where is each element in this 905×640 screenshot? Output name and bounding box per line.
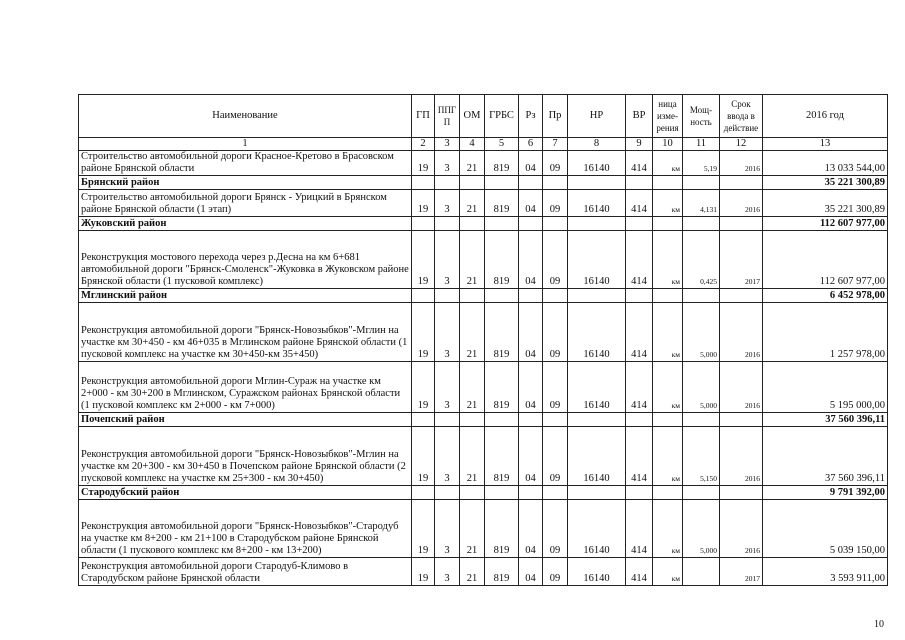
- column-number: 12: [720, 138, 763, 151]
- rz-cell: 04: [519, 500, 543, 558]
- om-cell: 21: [460, 190, 485, 217]
- project-amount: 5 195 000,00: [763, 362, 888, 413]
- project-name: Реконструкция автомобильной дороги Стародуб-Климово в Стародубском районе Брянской области: [79, 558, 412, 586]
- region-name: Брянский район: [79, 176, 412, 190]
- empty-cell: [412, 176, 435, 190]
- empty-cell: [543, 289, 568, 303]
- vr-cell: 414: [626, 190, 653, 217]
- column-number-row: [79, 138, 888, 151]
- page-number: 10: [874, 619, 884, 630]
- vr-cell: 414: [626, 558, 653, 586]
- project-row: [79, 151, 888, 176]
- ppgp-cell: 3: [435, 362, 460, 413]
- project-amount: 13 033 544,00: [763, 151, 888, 176]
- empty-cell: [460, 176, 485, 190]
- power-cell: 5,150: [683, 427, 720, 486]
- empty-cell: [626, 413, 653, 427]
- rz-cell: 04: [519, 231, 543, 289]
- rz-cell: 04: [519, 190, 543, 217]
- term-cell: 2017: [720, 558, 763, 586]
- header-rz: Рз: [519, 95, 543, 138]
- gp-cell: 19: [412, 303, 435, 362]
- budget-table: [78, 94, 888, 586]
- region-name: Жуковский район: [79, 217, 412, 231]
- empty-cell: [653, 413, 683, 427]
- empty-cell: [485, 289, 519, 303]
- ppgp-cell: 3: [435, 558, 460, 586]
- empty-cell: [626, 217, 653, 231]
- project-name: Строительство автомобильной дороги Красное-Кретово в Брасовском районе Брянской области: [79, 151, 412, 176]
- project-name: Строительство автомобильной дороги Брянск - Урицкий в Брянском районе Брянской области (1 этап): [79, 190, 412, 217]
- project-row: [79, 558, 888, 586]
- gp-cell: 19: [412, 190, 435, 217]
- empty-cell: [683, 413, 720, 427]
- region-amount: 35 221 300,89: [763, 176, 888, 190]
- empty-cell: [653, 217, 683, 231]
- column-number: 11: [683, 138, 720, 151]
- column-number: 2: [412, 138, 435, 151]
- nr-cell: 16140: [568, 500, 626, 558]
- rz-cell: 04: [519, 427, 543, 486]
- empty-cell: [720, 217, 763, 231]
- empty-cell: [485, 413, 519, 427]
- power-cell: 5,000: [683, 303, 720, 362]
- region-subtotal-row: [79, 217, 888, 231]
- empty-cell: [485, 486, 519, 500]
- pr-cell: 09: [543, 151, 568, 176]
- empty-cell: [519, 413, 543, 427]
- column-number: 9: [626, 138, 653, 151]
- nr-cell: 16140: [568, 362, 626, 413]
- nr-cell: 16140: [568, 190, 626, 217]
- ppgp-cell: 3: [435, 303, 460, 362]
- term-cell: 2016: [720, 303, 763, 362]
- gp-cell: 19: [412, 500, 435, 558]
- power-cell: 5,000: [683, 500, 720, 558]
- vr-cell: 414: [626, 231, 653, 289]
- pr-cell: 09: [543, 500, 568, 558]
- empty-cell: [720, 176, 763, 190]
- ppgp-cell: 3: [435, 151, 460, 176]
- empty-cell: [653, 176, 683, 190]
- header-year-2016: 2016 год: [763, 95, 888, 138]
- project-row: [79, 303, 888, 362]
- empty-cell: [412, 486, 435, 500]
- empty-cell: [720, 289, 763, 303]
- unit-cell: км: [653, 427, 683, 486]
- grbs-cell: 819: [485, 558, 519, 586]
- column-number: 8: [568, 138, 626, 151]
- nr-cell: 16140: [568, 231, 626, 289]
- empty-cell: [435, 289, 460, 303]
- empty-cell: [543, 176, 568, 190]
- project-row: [79, 500, 888, 558]
- empty-cell: [460, 486, 485, 500]
- header-nr: НР: [568, 95, 626, 138]
- pr-cell: 09: [543, 303, 568, 362]
- region-subtotal-row: [79, 289, 888, 303]
- om-cell: 21: [460, 362, 485, 413]
- ppgp-cell: 3: [435, 427, 460, 486]
- empty-cell: [435, 486, 460, 500]
- unit-cell: км: [653, 558, 683, 586]
- vr-cell: 414: [626, 303, 653, 362]
- gp-cell: 19: [412, 151, 435, 176]
- gp-cell: 19: [412, 427, 435, 486]
- region-amount: 9 791 392,00: [763, 486, 888, 500]
- rz-cell: 04: [519, 151, 543, 176]
- power-cell: 5,000: [683, 362, 720, 413]
- om-cell: 21: [460, 558, 485, 586]
- project-amount: 112 607 977,00: [763, 231, 888, 289]
- grbs-cell: 819: [485, 303, 519, 362]
- column-number: 1: [79, 138, 412, 151]
- power-cell: 4,131: [683, 190, 720, 217]
- grbs-cell: 819: [485, 427, 519, 486]
- empty-cell: [543, 486, 568, 500]
- project-name: Реконструкция мостового перехода через р.Десна на км 6+681 автомобильной дороги "Брянск-Смоленск"-Жуковка в Жуковском районе Брянской области (1 пусковой комплекс): [79, 231, 412, 289]
- header-row: [79, 95, 888, 138]
- unit-cell: км: [653, 362, 683, 413]
- om-cell: 21: [460, 151, 485, 176]
- region-name: Мглинский район: [79, 289, 412, 303]
- empty-cell: [435, 413, 460, 427]
- vr-cell: 414: [626, 151, 653, 176]
- column-number: 4: [460, 138, 485, 151]
- rz-cell: 04: [519, 558, 543, 586]
- column-number: 6: [519, 138, 543, 151]
- pr-cell: 09: [543, 427, 568, 486]
- pr-cell: 09: [543, 558, 568, 586]
- term-cell: 2017: [720, 231, 763, 289]
- header-power: Мощ- ность: [683, 95, 720, 138]
- om-cell: 21: [460, 427, 485, 486]
- power-cell: 0,425: [683, 231, 720, 289]
- region-subtotal-row: [79, 413, 888, 427]
- empty-cell: [720, 413, 763, 427]
- region-name: Стародубский район: [79, 486, 412, 500]
- project-row: [79, 231, 888, 289]
- power-cell: [683, 558, 720, 586]
- header-term: Срок ввода в действие: [720, 95, 763, 138]
- column-number: 10: [653, 138, 683, 151]
- project-row: [79, 362, 888, 413]
- region-name: Почепский район: [79, 413, 412, 427]
- project-name: Реконструкция автомобильной дороги "Брянск-Новозыбков"-Мглин на участке км 30+450 - км 46+035 в Мглинском районе Брянской области (1 пусковой комплекс на участке км 30+450-км 35+450): [79, 303, 412, 362]
- om-cell: 21: [460, 500, 485, 558]
- header-gp: ГП: [412, 95, 435, 138]
- project-name: Реконструкция автомобильной дороги Мглин-Сураж на участке км 2+000 - км 30+200 в Мглинском, Суражском районах Брянской области (1 пусковой комплекс км 2+000 - км 7+000): [79, 362, 412, 413]
- empty-cell: [435, 217, 460, 231]
- empty-cell: [412, 289, 435, 303]
- term-cell: 2016: [720, 190, 763, 217]
- empty-cell: [653, 486, 683, 500]
- nr-cell: 16140: [568, 427, 626, 486]
- gp-cell: 19: [412, 231, 435, 289]
- empty-cell: [683, 486, 720, 500]
- region-subtotal-row: [79, 176, 888, 190]
- empty-cell: [568, 176, 626, 190]
- project-row: [79, 190, 888, 217]
- vr-cell: 414: [626, 362, 653, 413]
- vr-cell: 414: [626, 500, 653, 558]
- empty-cell: [653, 289, 683, 303]
- ppgp-cell: 3: [435, 190, 460, 217]
- project-amount: 37 560 396,11: [763, 427, 888, 486]
- empty-cell: [626, 486, 653, 500]
- pr-cell: 09: [543, 190, 568, 217]
- region-amount: 112 607 977,00: [763, 217, 888, 231]
- empty-cell: [683, 217, 720, 231]
- column-number: 5: [485, 138, 519, 151]
- empty-cell: [543, 413, 568, 427]
- header-ppgp: ППГ П: [435, 95, 460, 138]
- om-cell: 21: [460, 303, 485, 362]
- header-unit: ница изме- рения: [653, 95, 683, 138]
- empty-cell: [568, 289, 626, 303]
- region-amount: 6 452 978,00: [763, 289, 888, 303]
- region-subtotal-row: [79, 486, 888, 500]
- ppgp-cell: 3: [435, 500, 460, 558]
- project-name: Реконструкция автомобильной дороги "Брянск-Новозыбков"-Мглин на участке км 20+300 - км 30+450 в Почепском районе Брянской области (2 пусковой комплекс на участке км 25+300 - км 30+450): [79, 427, 412, 486]
- empty-cell: [519, 217, 543, 231]
- empty-cell: [543, 217, 568, 231]
- nr-cell: 16140: [568, 558, 626, 586]
- empty-cell: [626, 176, 653, 190]
- header-om: ОМ: [460, 95, 485, 138]
- power-cell: 5,19: [683, 151, 720, 176]
- unit-cell: км: [653, 231, 683, 289]
- empty-cell: [485, 176, 519, 190]
- empty-cell: [519, 289, 543, 303]
- empty-cell: [519, 176, 543, 190]
- gp-cell: 19: [412, 558, 435, 586]
- empty-cell: [460, 413, 485, 427]
- nr-cell: 16140: [568, 151, 626, 176]
- empty-cell: [460, 217, 485, 231]
- pr-cell: 09: [543, 231, 568, 289]
- empty-cell: [519, 486, 543, 500]
- grbs-cell: 819: [485, 362, 519, 413]
- rz-cell: 04: [519, 362, 543, 413]
- header-name: Наименование: [79, 95, 412, 138]
- pr-cell: 09: [543, 362, 568, 413]
- grbs-cell: 819: [485, 500, 519, 558]
- term-cell: 2016: [720, 427, 763, 486]
- term-cell: 2016: [720, 500, 763, 558]
- unit-cell: км: [653, 151, 683, 176]
- project-row: [79, 427, 888, 486]
- column-number: 13: [763, 138, 888, 151]
- project-name: Реконструкция автомобильной дороги "Брянск-Новозыбков"-Стародуб на участке км 8+200 - км 21+100 в Стародубском районе Брянской области (1 пускового комплекс км 8+200 - км 13+200): [79, 500, 412, 558]
- empty-cell: [568, 486, 626, 500]
- project-amount: 35 221 300,89: [763, 190, 888, 217]
- unit-cell: км: [653, 500, 683, 558]
- gp-cell: 19: [412, 362, 435, 413]
- empty-cell: [626, 289, 653, 303]
- empty-cell: [568, 217, 626, 231]
- header-pr: Пр: [543, 95, 568, 138]
- empty-cell: [412, 413, 435, 427]
- header-vr: ВР: [626, 95, 653, 138]
- term-cell: 2016: [720, 151, 763, 176]
- project-amount: 5 039 150,00: [763, 500, 888, 558]
- empty-cell: [568, 413, 626, 427]
- vr-cell: 414: [626, 427, 653, 486]
- project-amount: 3 593 911,00: [763, 558, 888, 586]
- empty-cell: [485, 217, 519, 231]
- nr-cell: 16140: [568, 303, 626, 362]
- grbs-cell: 819: [485, 231, 519, 289]
- header-grbs: ГРБС: [485, 95, 519, 138]
- om-cell: 21: [460, 231, 485, 289]
- column-number: 3: [435, 138, 460, 151]
- grbs-cell: 819: [485, 190, 519, 217]
- unit-cell: км: [653, 190, 683, 217]
- region-amount: 37 560 396,11: [763, 413, 888, 427]
- project-amount: 1 257 978,00: [763, 303, 888, 362]
- empty-cell: [683, 176, 720, 190]
- term-cell: 2016: [720, 362, 763, 413]
- empty-cell: [412, 217, 435, 231]
- empty-cell: [683, 289, 720, 303]
- unit-cell: км: [653, 303, 683, 362]
- rz-cell: 04: [519, 303, 543, 362]
- grbs-cell: 819: [485, 151, 519, 176]
- column-number: 7: [543, 138, 568, 151]
- ppgp-cell: 3: [435, 231, 460, 289]
- empty-cell: [720, 486, 763, 500]
- empty-cell: [460, 289, 485, 303]
- empty-cell: [435, 176, 460, 190]
